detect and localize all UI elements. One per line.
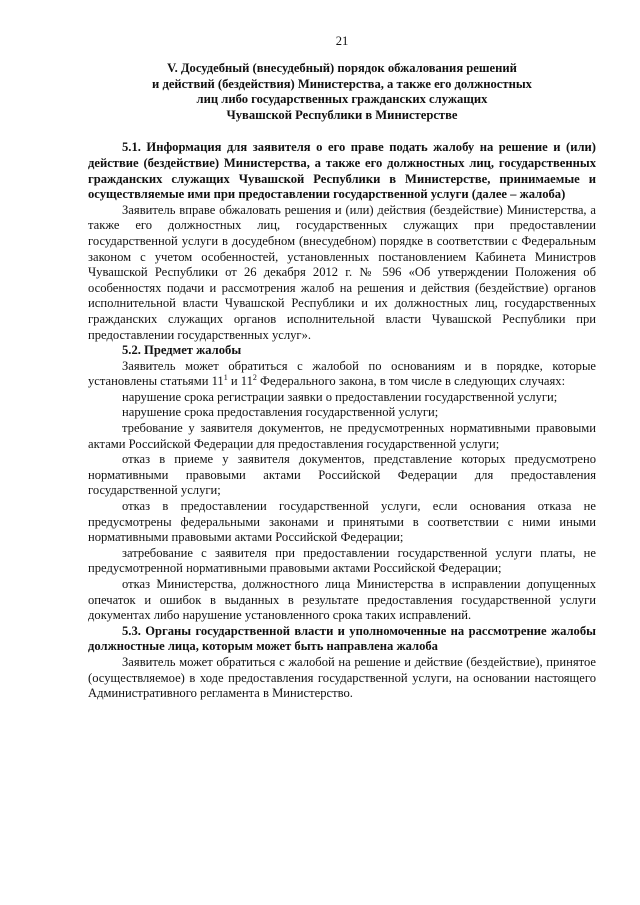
list-item: нарушение срока предоставления государственной услуги; [122, 405, 439, 420]
paragraph-5-1: Заявитель вправе обжаловать решения и (или) действия (бездействие) Министерства, а также его должностных лиц, государственных служащих при предоставлении государственной услуги в досудебном (внесудебном) порядке в соответствии с Федеральным законом с учетом особенностей, установленных постановлением Кабинета Министров Чувашской Республики от 26 декабря 2012 г. № 596 «Об утверждении Положения об особенностях подачи и рассмотрения жалоб на решения и действия (бездействие) органов исполнительной власти Чувашской Республики и их должностных лиц, государственных гражданских служащих органов исполнительной власти Чувашской Республики при предоставлении государственных услуг». [88, 202, 596, 342]
document-page [88, 34, 596, 702]
subsection-heading-5-2: 5.2. Предмет жалобы [122, 343, 242, 358]
section-title-line: V. Досудебный (внесудебный) порядок обжалования решений [167, 61, 517, 75]
superscript: 2 [252, 373, 257, 383]
section-title-line: лиц либо государственных гражданских служащих [196, 92, 488, 107]
paragraph-5-3: Заявитель может обратиться с жалобой на решение и действие (бездействие), принятое (осуществляемое) в ходе предоставления государственной услуги, на основании настоящего Административного регламента в Министерство. [88, 654, 596, 701]
subsection-heading-5-3: 5.3. Органы государственной власти и уполномоченные на рассмотрение жалобы должностные лица, которым может быть направлена жалоба [88, 623, 596, 654]
intro-text: и 11 [227, 374, 253, 389]
list-item: отказ Министерства, должностного лица Министерства в исправлении допущенных опечаток и ошибок в выданных в результате предоставления государственной услуги документах либо нарушение установленного срока таких исправлений. [88, 577, 596, 623]
page-number: 21 [335, 34, 349, 48]
list-item: отказ в приеме у заявителя документов, представление которых предусмотрено нормативными правовыми актами Российской Федерации для предоставления государственной услуги; [88, 452, 596, 498]
list-item: затребование с заявителя при предоставлении государственной услуги платы, не предусмотренной нормативными правовыми актами Российской Федерации; [88, 545, 596, 576]
list-item: отказ в предоставлении государственной услуги, если основания отказа не предусмотрены федеральными законами и принятыми в соответствии с ними иными нормативными правовыми актами Российской Федерации; [88, 499, 596, 545]
intro-text: Заявитель может обратиться с жалобой по основаниям и в порядке, которые установлены статьями 11 [88, 358, 596, 389]
superscript: 1 [223, 373, 228, 383]
paragraph-5-2-intro [88, 359, 596, 390]
intro-text: Федерального закона, в том числе в следующих случаях: [256, 374, 566, 389]
section-title-line: Чувашской Республики в Министерстве [226, 107, 458, 122]
section-title [88, 61, 596, 123]
subsection-heading-5-1: 5.1. Информация для заявителя о его праве подать жалобу на решение и (или) действие (бездействие) Министерства, а также его должностных лиц, государственных гражданских служащих Чувашской Республики в Министерстве, принимаемые и осуществляемые ими при предоставлении государственной услуги (далее – жалоба) [88, 140, 596, 202]
list-item: требование у заявителя документов, не предусмотренных нормативными правовыми актами Российской Федерации для предоставления государственной услуги; [88, 421, 596, 451]
list-item: нарушение срока регистрации заявки о предоставлении государственной услуги; [122, 389, 558, 404]
section-title-line: и действий (бездействия) Министерства, а также его должностных [152, 76, 532, 91]
